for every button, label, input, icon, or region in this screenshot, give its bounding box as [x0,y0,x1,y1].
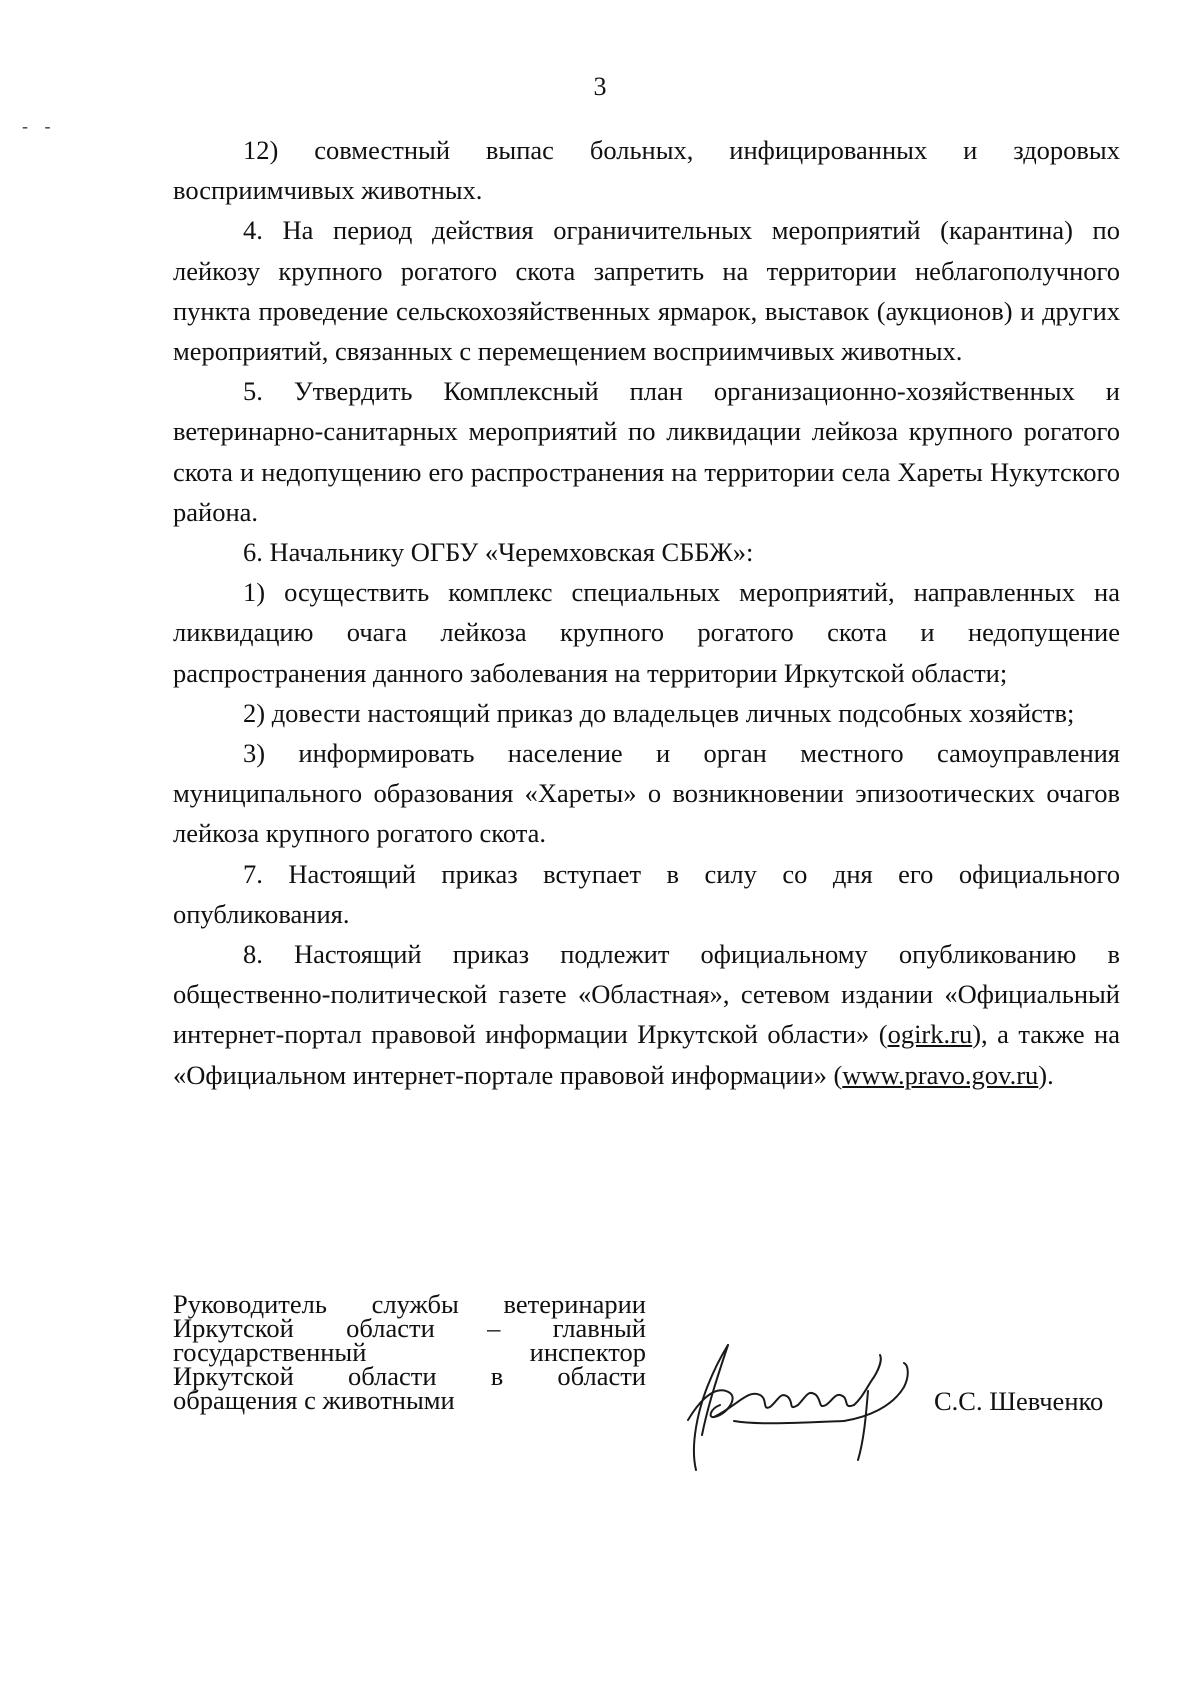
paragraph-6-3: 3) информировать население и орган местного самоуправления муниципального образования «Хареты» о возникновении эпизоотических очагов лейкоза крупного рогатого скота. [173,738,1120,849]
paragraph-8-middle: ), а также на «Официальном интернет-портале правовой информации» ( [173,1019,1121,1090]
document-body [173,130,1120,1095]
signatory-title-line: государственный инспектор [173,1337,646,1367]
signatory-title-line: Руководитель службы ветеринарии [173,1289,646,1319]
paragraph-5: 5. Утвердить Комплексный план организационно-хозяйственных и ветеринарно-санитарных мероприятий по ликвидации лейкоза крупного рогатого скота и недопущению его распространения на территории села Хареты Нукутского района. [173,376,1120,527]
signatory-title-line: обращения с животными [173,1385,455,1415]
signatory-title-line: Иркутской области в области [173,1361,646,1391]
paragraph-6-2: 2) довести настоящий приказ до владельцев личных подсобных хозяйств; [243,697,1075,728]
page-number: 3 [593,72,607,101]
paragraph-4: 4. На период действия ограничительных мероприятий (карантина) по лейкозу крупного рогатого скота запретить на территории неблагополучного пункта проведение сельскохозяйственных ярмарок, выставок (аукционов) и других мероприятий, связанных с перемещением восприимчивых животных. [173,215,1120,367]
paragraph-12: 12) совместный выпас больных, инфицированных и здоровых восприимчивых животных. [173,135,1120,206]
signatory-title-line: Иркутской области – главный [173,1313,646,1343]
paragraph-8-lead: 8. Настоящий приказ подлежит официальному опубликованию в общественно-политической газете «Областная», сетевом издании «Официальный интернет-портал правовой информации Иркутской области» ( [173,939,1120,1050]
paragraph-7: 7. Настоящий приказ вступает в силу со дня его официального опубликования. [173,858,1120,929]
paragraph-8-tail: ). [1038,1059,1054,1090]
paragraph-6-1: 1) осуществить комплекс специальных мероприятий, направленных на ликвидацию очага лейкоза крупного рогатого скота и недопущение распространения данного заболевания на территории Иркутской области; [173,577,1120,688]
paragraph-8 [173,934,1120,1095]
handwritten-signature [668,1325,928,1475]
signatory-title [173,1289,646,1415]
paragraph-6: 6. Начальнику ОГБУ «Черемховская СББЖ»: [243,537,754,568]
ogirk-link[interactable]: ogirk.ru [887,1019,973,1050]
pravo-link[interactable]: www.pravo.gov.ru [842,1059,1039,1090]
signer-name: С.С. Шевченко [934,1386,1104,1416]
scan-artifact-mark: - - [22,116,57,136]
